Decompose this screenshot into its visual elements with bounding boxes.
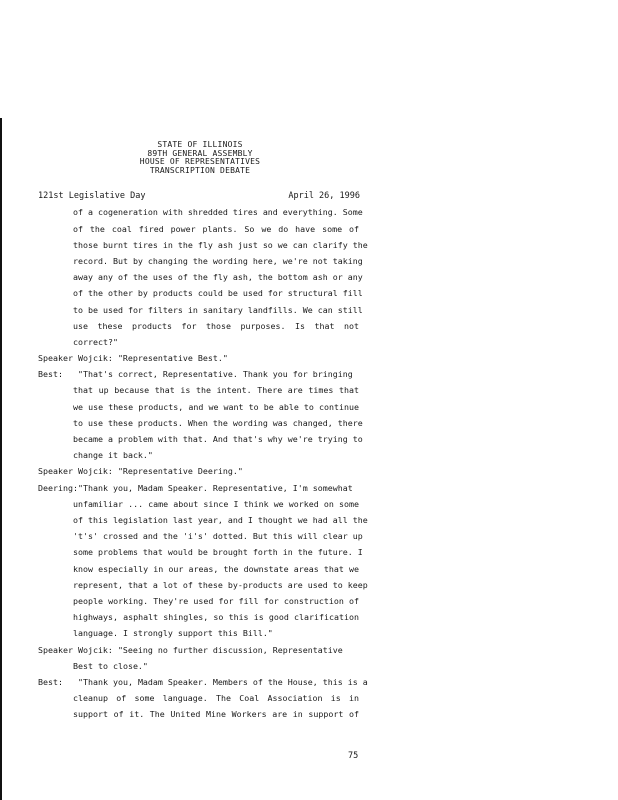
text-line: of the other by products could be used for structural fill	[73, 288, 363, 298]
text-line: Best to close."	[73, 661, 148, 671]
text-line: know especially in our areas, the downstate areas that we	[73, 564, 359, 574]
text-line: change it back."	[73, 450, 153, 460]
text-line: record. But by changing the wording here, we're not taking	[73, 256, 363, 266]
text-line: away any of the uses of the fly ash, the bottom ash or any	[73, 272, 363, 282]
legislative-day: 121st Legislative Day	[38, 191, 146, 201]
speaker-line	[38, 466, 243, 476]
speaker-line	[38, 353, 228, 363]
speaker-label: Speaker Wojcik:	[38, 645, 113, 655]
speaker-label: Best:	[38, 677, 63, 687]
text-line: people working. They're used for fill for construction of	[73, 596, 359, 606]
text-line: unfamiliar ... came about since I think we worked on some	[73, 499, 359, 509]
text-line: cleanup of some language. The Coal Association is in	[73, 693, 359, 703]
text-line: highways, asphalt shingles, so this is good clarification	[73, 612, 359, 622]
text-line: represent, that a lot of these by-products are used to keep	[73, 580, 368, 590]
speaker-text: "Thank you, Madam Speaker. Members of the House, this is a	[78, 677, 368, 687]
speaker-text: "Representative Best."	[117, 353, 228, 363]
header-line: 89TH GENERAL ASSEMBLY	[147, 148, 253, 158]
text-line: to use these products. When the wording was changed, there	[73, 418, 363, 428]
header-line: TRANSCRIPTION DEBATE	[149, 165, 251, 175]
session-date: April 26, 1996	[288, 191, 360, 201]
speaker-label: Speaker Wojcik:	[38, 353, 113, 363]
speaker-line	[38, 645, 343, 655]
speaker-line	[38, 483, 353, 493]
speaker-line	[38, 677, 368, 687]
speaker-line	[38, 369, 353, 379]
text-line: correct?"	[73, 337, 118, 347]
speaker-text: "That's correct, Representative. Thank you for bringing	[78, 369, 353, 379]
text-line: use these products for those purposes. Is that not	[73, 321, 359, 331]
header-line: STATE OF ILLINOIS	[157, 140, 243, 149]
speaker-text: "Representative Deering."	[117, 466, 243, 476]
text-line: of this legislation last year, and I thought we had all the	[73, 515, 368, 525]
speaker-label: Speaker Wojcik:	[38, 466, 113, 476]
document-header	[130, 141, 270, 175]
header-line: HOUSE OF REPRESENTATIVES	[139, 157, 261, 166]
text-line: of the coal fired power plants. So we do have some of	[73, 224, 359, 234]
speaker-text: "Thank you, Madam Speaker. Representative, I'm somewhat	[78, 483, 353, 493]
text-line: those burnt tires in the fly ash just so we can clarify the	[73, 240, 368, 250]
page-number: 75	[348, 751, 359, 761]
text-line: of a cogeneration with shredded tires and everything. Some	[73, 207, 363, 217]
text-line: language. I strongly support this Bill."	[73, 628, 273, 638]
text-line: that up because that is the intent. There are times that	[73, 385, 359, 395]
text-line: some problems that would be brought forth in the future. I	[73, 547, 363, 557]
speaker-label: Deering:	[38, 483, 78, 493]
text-line: support of it. The United Mine Workers are in support of	[73, 709, 359, 719]
speaker-label: Best:	[38, 369, 63, 379]
text-line: 't's' crossed and the 'i's' dotted. But this will clear up	[73, 531, 363, 541]
text-line: to be used for filters in sanitary landfills. We can still	[73, 305, 363, 315]
scan-edge-line	[0, 118, 2, 800]
text-line: became a problem with that. And that's why we're trying to	[73, 434, 363, 444]
speaker-text: "Seeing no further discussion, Representative	[117, 645, 343, 655]
text-line: we use these products, and we want to be able to continue	[73, 402, 359, 412]
